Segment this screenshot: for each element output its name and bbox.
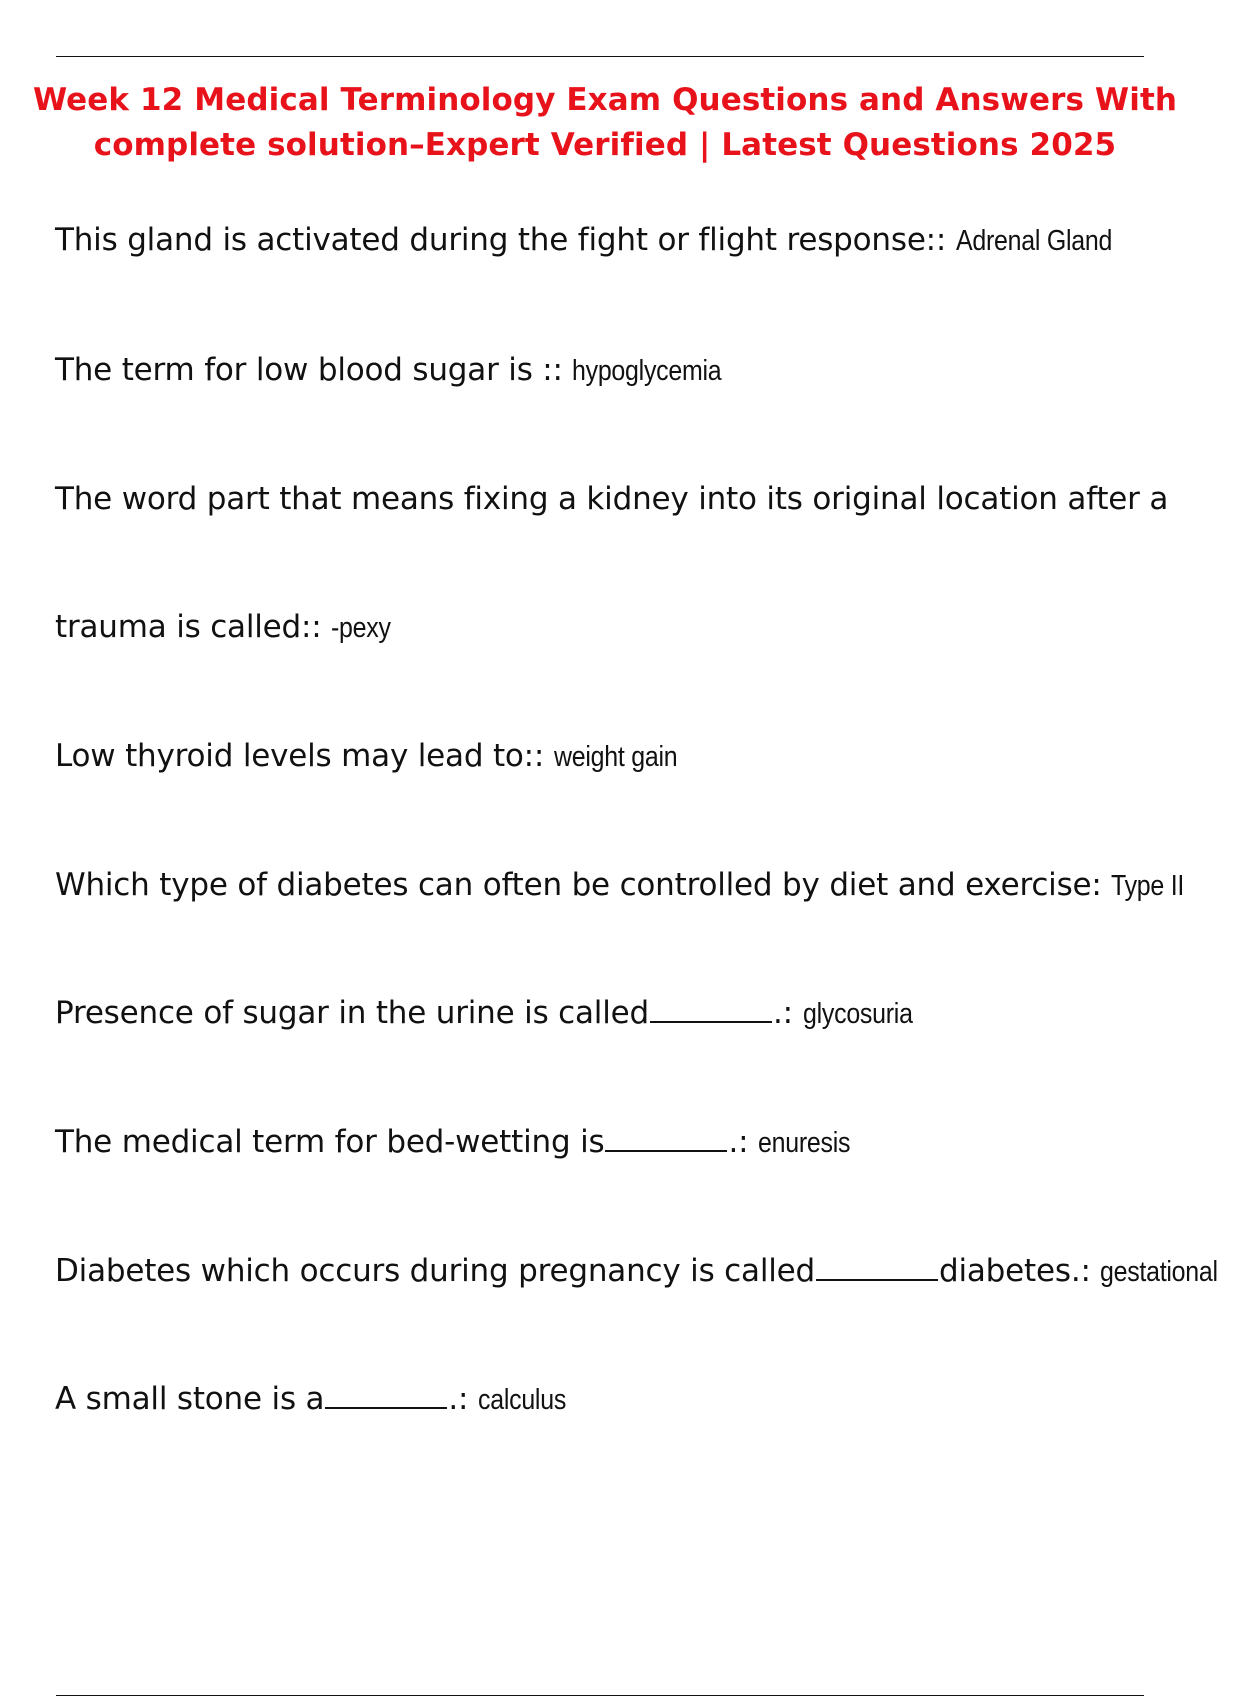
top-divider — [56, 56, 1144, 57]
qa-item-8 — [55, 1251, 1237, 1292]
question-suffix: diabetes.: — [939, 1253, 1091, 1289]
question-text: trauma is called:: — [55, 609, 322, 645]
answer-text: calculus — [477, 1384, 566, 1416]
fill-in-blank — [816, 1255, 938, 1281]
qa-item-6 — [55, 993, 930, 1034]
question-text: Diabetes which occurs during pregnancy is called — [55, 1253, 815, 1289]
qa-item-3-line-2 — [55, 607, 401, 648]
qa-item-3-line-1 — [55, 479, 1168, 519]
question-text: Which type of diabetes can often be controlled by diet and exercise: — [55, 867, 1102, 903]
question-text: The medical term for bed-wetting is — [55, 1124, 605, 1160]
answer-text: Adrenal Gland — [955, 225, 1112, 257]
answer-text: weight gain — [553, 741, 678, 773]
bottom-divider — [56, 1695, 1144, 1696]
question-suffix: .: — [773, 995, 793, 1031]
answer-text: Type II — [1111, 870, 1185, 902]
answer-text: gestational — [1100, 1256, 1219, 1288]
document-title — [20, 78, 1190, 168]
question-text: The term for low blood sugar is :: — [55, 352, 563, 388]
answer-text: -pexy — [331, 612, 391, 644]
qa-item-2 — [55, 350, 746, 391]
question-text: Presence of sugar in the urine is called — [55, 995, 649, 1031]
fill-in-blank — [650, 997, 772, 1023]
qa-item-5 — [55, 865, 1196, 906]
qa-item-4 — [55, 736, 697, 777]
title-line-2: complete solution–Expert Verified | Latest Questions 2025 — [93, 127, 1117, 163]
question-text: Low thyroid levels may lead to:: — [55, 738, 545, 774]
question-suffix: .: — [448, 1381, 469, 1417]
answer-text: hypoglycemia — [572, 355, 722, 387]
question-text: The word part that means fixing a kidney into its original location after a — [55, 481, 1169, 517]
fill-in-blank — [605, 1126, 727, 1152]
question-text: A small stone is a — [55, 1381, 325, 1417]
answer-text: glycosuria — [802, 998, 913, 1030]
question-text: This gland is activated during the fight or flight response:: — [55, 222, 947, 258]
qa-item-7 — [55, 1122, 865, 1163]
answer-text: enuresis — [758, 1127, 851, 1159]
fill-in-blank — [325, 1383, 447, 1409]
qa-item-9 — [55, 1379, 580, 1420]
title-line-1: Week 12 Medical Terminology Exam Questions and Answers With — [32, 82, 1178, 118]
qa-item-1 — [55, 220, 1137, 261]
question-suffix: .: — [728, 1124, 749, 1160]
